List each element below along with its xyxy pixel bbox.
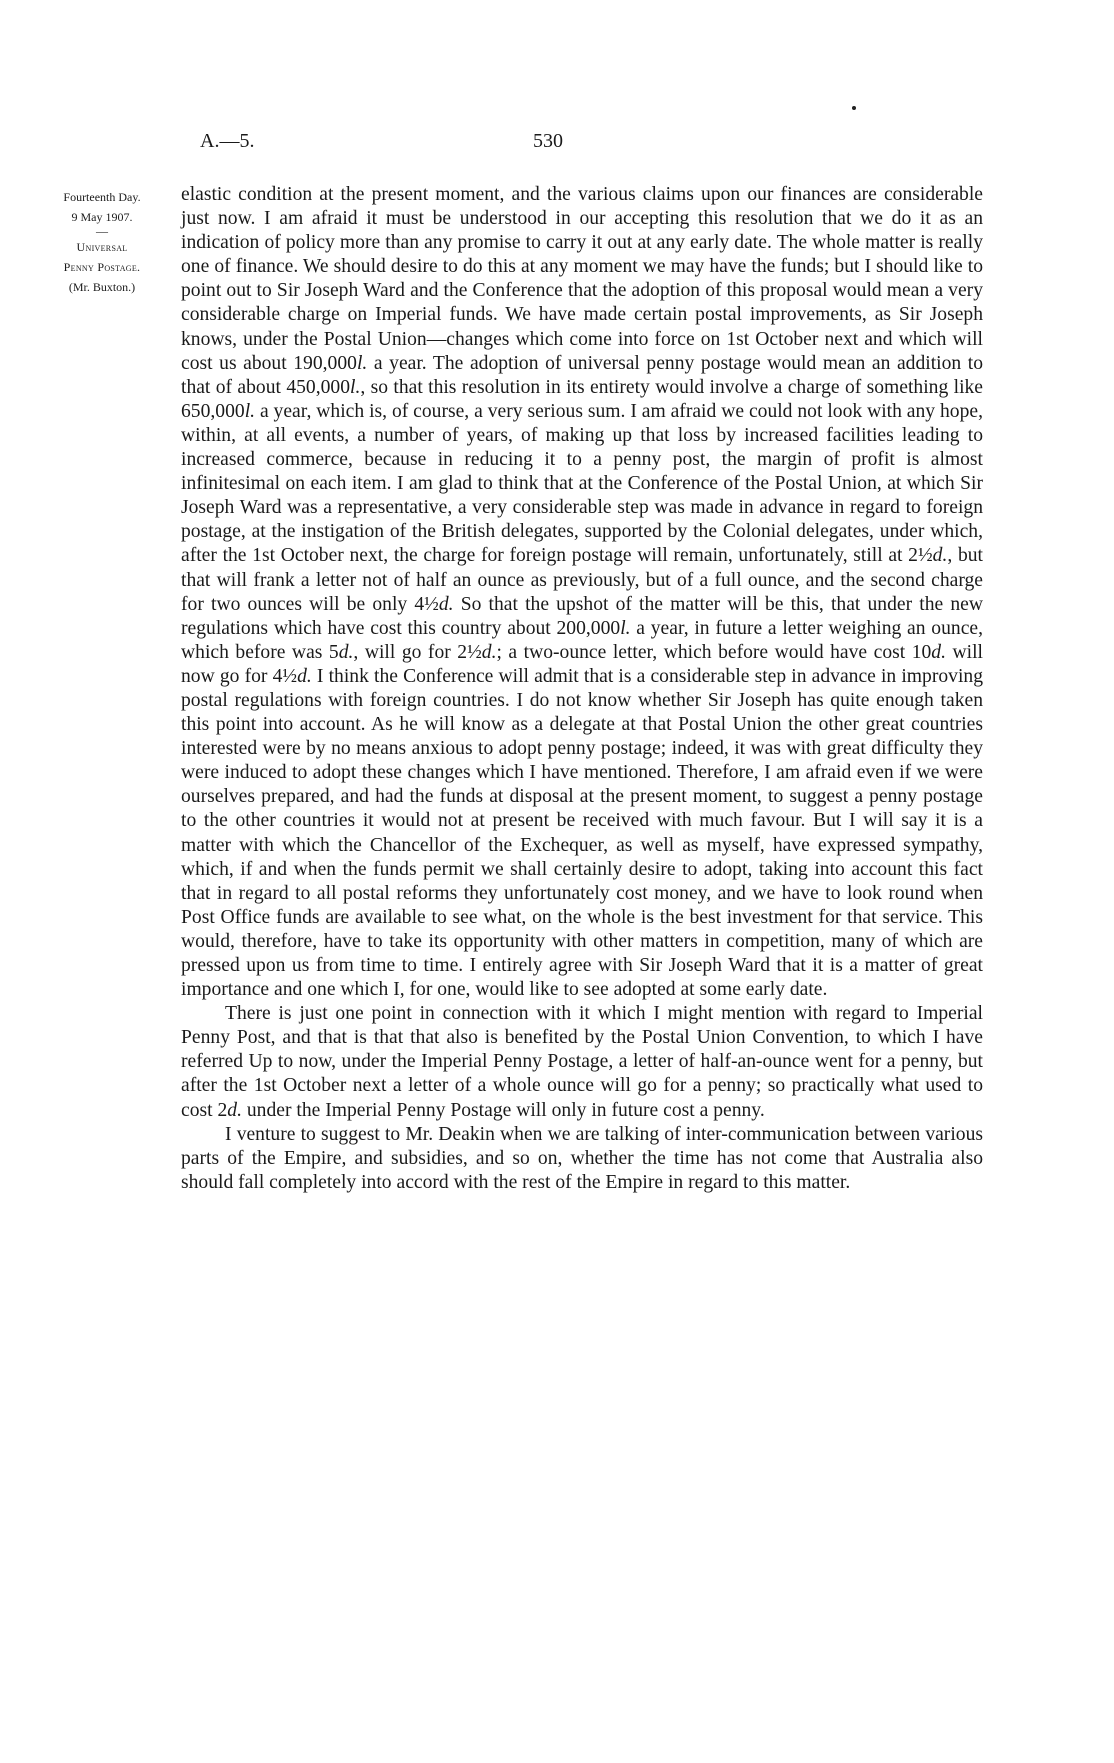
italic-run: l. (620, 617, 631, 639)
margin-day: Fourteenth Day. (63, 190, 141, 204)
text-run: , so that this resolution in its entirety would involve a charge of something like 650,000 (181, 376, 984, 422)
document-reference: A.—5. (200, 130, 255, 152)
text-run: a year, which is, of course, a very serious sum. I am afraid we could not look with any hope, within, at all events, a number of years, of making up that loss by increased facilities leading to increased commerce, because in reducing it to a penny post, the margin of profit is almost infinitesimal on each item. I am glad to think that at the Conference of the Postal Union, at which Sir Joseph Ward was a representative, a very considerable step was made in advance in regard to foreign postage, at the instigation of the British delegates, supported by the Colonial delegates, under which, after the 1st October next, the charge for foreign postage will remain, unfortunately, still at 2½ (181, 400, 983, 567)
margin-subject-line-1: Universal (76, 240, 128, 254)
text-run: will now go for 4½ (181, 641, 983, 687)
text-run: So that the upshot of the matter will be this, that under the new regulations which have cost this country about 200,000 (181, 593, 983, 639)
margin-separator: — (96, 224, 108, 238)
italic-run: d. (297, 665, 312, 687)
text-run: a year, in future a letter weighing an ounce, which before was 5 (181, 617, 983, 663)
paragraph (181, 183, 983, 1002)
margin-speaker: (Mr. Buxton.) (68, 280, 136, 294)
text-run: under the Imperial Penny Postage will only in future cost a penny. (241, 1099, 765, 1121)
text-run: I venture to suggest to Mr. Deakin when we are talking of inter-communication between various parts of the Empire, and subsidies, and so on, whether the time has not come that Australia also should fall completely into accord with the rest of the Empire in regard to this matter. (181, 1123, 983, 1193)
italic-run: d. (931, 641, 946, 663)
page-number: 530 (533, 130, 563, 152)
text-run: I think the Conference will admit that is a considerable step in advance in improving postal regulations with foreign countries. I do not know whether Sir Joseph has quite enough taken this point into account. As he will know as a delegate at that Postal Union the other great countries interested were by no means anxious to adopt penny postage; indeed, it was with great difficulty they were induced to adopt these changes which I have mentioned. Therefore, I am afraid even if we were ourselves prepared, and had the funds at disposal at the present moment, to suggest a penny postage to the other countries it would not at present be received with much favour. But I will say it is a matter with which the Chancellor of the Exchequer, as well as myself, have expressed sympathy, which, if and when the funds permit we shall certainly desire to adopt, taking into account this fact that in regard to all postal reforms they unfortunately cost money, and we have to look round when Post Office funds are available to see what, on the whole is the best investment for that service. This would, therefore, have to take its opportunity with other matters in competition, many of which are pressed upon us from time to time. I entirely agree with Sir Joseph Ward that it is a matter of great importance and one which I, for one, would like to see adopted at some early date. (181, 665, 983, 1001)
italic-run: d. (438, 593, 454, 615)
italic-run: d. (481, 641, 497, 663)
italic-run: l. (244, 400, 256, 422)
margin-subject-line-2: Penny Postage. (63, 260, 141, 274)
text-run: There is just one point in connection with it which I might mention with regard to Imperial Penny Post, and that is that that also is benefited by the Postal Union Convention, to which I have referred Up to now, under the Imperial Penny Postage, a letter of half-an-ounce went for a penny, but after the 1st October next a letter of a whole ounce will go for a penny; so practically what used to cost 2 (181, 1003, 983, 1121)
italic-run: d. (338, 641, 354, 663)
printing-mark (852, 106, 856, 110)
italic-run: d. (932, 545, 948, 567)
text-run: ; a two-ounce letter, which before would have cost 10 (496, 641, 932, 663)
italic-run: d. (227, 1099, 242, 1121)
paragraph (181, 1123, 983, 1195)
running-header (0, 130, 1114, 160)
speech-body (181, 183, 983, 1195)
margin-date: 9 May 1907. (71, 210, 133, 224)
italic-run: l. (356, 352, 368, 374)
text-run: a year. The adoption of universal penny postage would mean an addition to that of about 450,000 (181, 352, 984, 398)
text-run: , will go for 2½ (353, 641, 482, 663)
text-run: , but that will frank a letter not of half an ounce as previously, but of a full ounce, and the second charge for two ounces will be only 4½ (181, 545, 983, 615)
italic-run: l. (350, 376, 361, 398)
text-run: elastic condition at the present moment, and the various claims upon our finances are considerable just now. I am afraid it must be understood in our accepting this resolution that we do it as an indication of policy more than any promise to carry it out at any early date. The whole matter is really one of finance. We should desire to do this at any moment we may have the funds; but I should like to point out to Sir Joseph Ward and the Conference that the adoption of this proposal would mean a very considerable charge on Imperial funds. We have made certain postal improvements, as Sir Joseph knows, under the Postal Union—changes which come into force on 1st October next and which will cost us about 190,000 (181, 184, 983, 374)
paragraph (181, 1002, 983, 1122)
margin-note (28, 187, 176, 297)
